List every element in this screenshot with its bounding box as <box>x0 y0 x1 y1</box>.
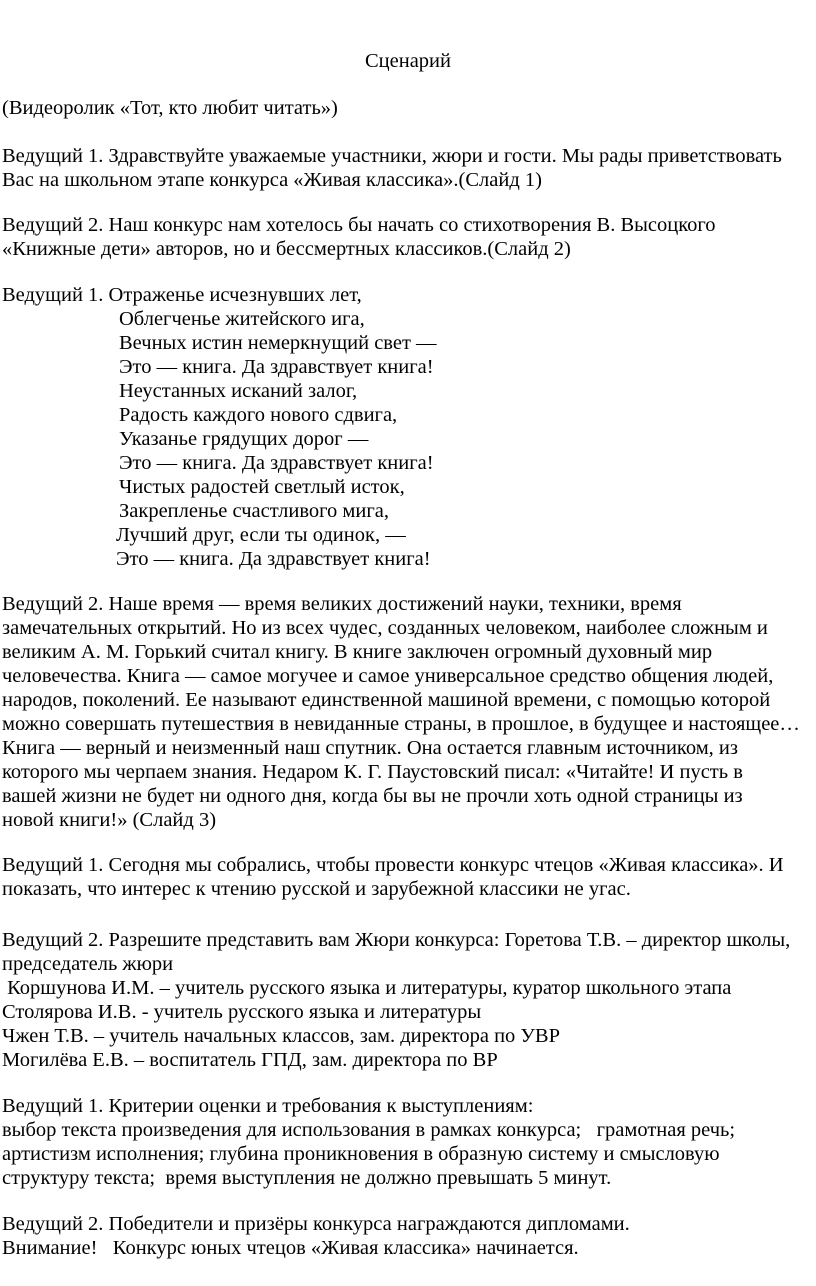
text-line: замечательных открытий. Но из всех чудес, созданных человеком, наиболее сложным и <box>2 617 768 639</box>
jury-member: Могилёва Е.В. – воспитатель ГПД, зам. директора по ВР <box>2 1049 498 1071</box>
paragraph-host2-jury <box>2 928 814 1072</box>
poem-verse: Это — книга. Да здравствует книга! <box>116 548 431 570</box>
page-title: Сценарий <box>364 50 451 72</box>
text-line: выбор текста произведения для использования в рамках конкурса; грамотная речь; <box>2 1119 736 1141</box>
text-line: Ведущий 2. Победители и призёры конкурса награждаются дипломами. <box>2 1213 630 1235</box>
video-note <box>2 96 814 120</box>
text-line: Ведущий 2. Наш конкурс нам хотелось бы начать со стихотворения В. Высоцкого <box>2 214 716 236</box>
text-line: можно совершать путешествия в невиданные страны, в прошлое, в будущее и настоящее… <box>2 713 800 735</box>
text-line: народов, поколений. Ее называют единственной машиной времени, с помощью которой <box>2 689 771 711</box>
paragraph-host1-greeting <box>2 144 814 192</box>
paragraph-host2-books <box>2 592 814 832</box>
poem-verse: Вечных истин немеркнущий свет — <box>119 332 437 354</box>
text-line: Книга — верный и неизменный наш спутник. Она остается главным источником, из <box>2 737 738 759</box>
paragraph-host2-awards <box>2 1212 814 1260</box>
text-line: Ведущий 2. Наше время — время великих достижений науки, техники, время <box>2 593 682 615</box>
video-line: (Видеоролик «Тот, кто любит читать») <box>2 97 338 119</box>
text-line: председатель жюри <box>2 953 174 975</box>
text-line: вашей жизни не будет ни одного дня, когда бы вы не прочли хоть одной страницы из <box>2 785 743 807</box>
text-line: Ведущий 1. Здравствуйте уважаемые участники, жюри и гости. Мы рады приветствовать <box>2 145 782 167</box>
text-line: которого мы черпаем знания. Недаром К. Г. Паустовский писал: «Читайте! И пусть в <box>2 761 743 783</box>
poem-verse: Облегченье житейского ига, <box>119 308 365 330</box>
text-line: новой книги!» (Слайд 3) <box>2 809 217 831</box>
text-line: показать, что интерес к чтению русской и зарубежной классики не угас. <box>2 878 631 900</box>
text-line: «Книжные дети» авторов, но и бессмертных классиков.(Слайд 2) <box>2 238 571 260</box>
poem-verse: Закрепленье счастливого мига, <box>119 500 390 522</box>
text-line: великим А. М. Горький считал книгу. В книге заключен огромный духовный мир <box>2 641 713 663</box>
text-line: артистизм исполнения; глубина проникновения в образную систему и смысловую <box>2 1143 720 1165</box>
poem-verse: Это — книга. Да здравствует книга! <box>119 452 434 474</box>
poem-verse: Лучший друг, если ты одинок, — <box>116 524 406 546</box>
text-line: Ведущий 1. Сегодня мы собрались, чтобы провести конкурс чтецов «Живая классика». И <box>2 854 784 876</box>
poem-verse: Чистых радостей светлый исток, <box>119 476 405 498</box>
text-line: Вас на школьном этапе конкурса «Живая классика».(Слайд 1) <box>2 169 542 191</box>
poem-verse: Это — книга. Да здравствует книга! <box>119 356 434 378</box>
jury-member: Коршунова И.М. – учитель русского языка и литературы, куратор школьного этапа <box>2 977 732 999</box>
paragraph-host1-contest <box>2 853 814 901</box>
text-line: структуру текста; время выступления не должно превышать 5 минут. <box>2 1167 612 1189</box>
jury-member: Столярова И.В. - учитель русского языка и литературы <box>2 1001 482 1023</box>
paragraph-host1-criteria <box>2 1094 814 1190</box>
poem-speaker-line: Ведущий 1. Отраженье исчезнувших лет, <box>2 284 362 306</box>
paragraph-host2-intro <box>2 213 814 261</box>
jury-member: Чжен Т.В. – учитель начальных классов, зам. директора по УВР <box>2 1025 561 1047</box>
poem-verse: Неустанных исканий залог, <box>119 380 358 402</box>
text-line: Ведущий 1. Критерии оценки и требования к выступлениям: <box>2 1095 534 1117</box>
poem <box>2 283 602 571</box>
text-line: Внимание! Конкурс юных чтецов «Живая классика» начинается. <box>2 1237 579 1259</box>
poem-verse: Указанье грядущих дорог — <box>119 428 369 450</box>
poem-verse: Радость каждого нового сдвига, <box>119 404 398 426</box>
text-line: человечества. Книга — самое могучее и самое универсальное средство общения людей, <box>2 665 774 687</box>
text-line: Ведущий 2. Разрешите представить вам Жюри конкурса: Горетова Т.В. – директор школы, <box>2 929 791 951</box>
